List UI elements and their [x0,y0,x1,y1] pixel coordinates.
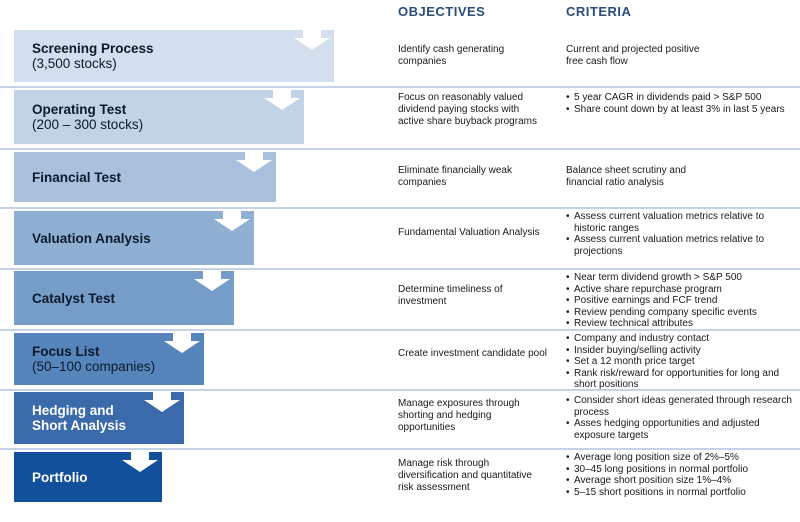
down-arrow-icon [194,271,230,291]
criteria-item: • Positive earnings and FCF trend [566,295,796,307]
stage-title: Financial Test [32,169,122,185]
criteria-header: CRITERIA [566,4,632,19]
criteria-cell [566,92,796,115]
stage-title: Operating Test [32,102,127,117]
criteria-item: • 5 year CAGR in dividends paid > S&P 500 [566,92,796,104]
criteria-item: • Asses hedging opportunities and adjusted exposure targets [566,418,796,441]
down-arrow-icon [294,30,330,50]
stage-title: Hedging and [32,403,114,418]
stage-subtitle: (3,500 stocks) [32,56,117,71]
down-arrow-icon [122,452,158,472]
criteria-item: • 5–15 short positions in normal portfolio [566,487,796,499]
criteria-cell [566,452,796,498]
down-arrow-icon [264,90,300,110]
criteria-item: • Company and industry contact [566,333,796,345]
stage-title: Catalyst Test [32,290,116,306]
criteria-item: • Share count down by at least 3% in last 5 years [566,104,796,116]
stage-title: Valuation Analysis [32,230,151,246]
objective-text: Eliminate financially weak companies [398,165,512,188]
criteria-item: • Near term dividend growth > S&P 500 [566,272,796,284]
criteria-cell [566,333,796,391]
criteria-item: • Average short position size 1%–4% [566,475,796,487]
criteria-item: • Set a 12 month price target [566,356,796,368]
objective-text: Manage exposures through shorting and hedging opportunities [398,398,520,433]
stage-title: Focus List [32,344,100,359]
criteria-list [566,92,796,115]
criteria-item: • Insider buying/selling activity [566,345,796,357]
criteria-text: Balance sheet scrutiny and financial ratio analysis [566,165,687,188]
criteria-cell [566,211,796,257]
criteria-item: • 30–45 long positions in normal portfolio [566,464,796,476]
down-arrow-icon [236,152,272,172]
objective-text: Identify cash generating companies [398,44,505,67]
criteria-list [566,452,796,498]
criteria-list [566,211,796,257]
criteria-cell [566,44,796,67]
row-divider [0,268,800,270]
criteria-item: • Average long position size of 2%–5% [566,452,796,464]
criteria-cell [566,272,796,330]
criteria-item: • Rank risk/reward for opportunities for long and short positions [566,368,796,391]
objective-text: Focus on reasonably valued dividend paying stocks with active share buyback programs [398,92,537,127]
row-divider [0,148,800,150]
criteria-item: • Active share repurchase program [566,284,796,296]
stage-box [14,90,304,144]
criteria-cell [566,395,796,441]
stage-box [14,30,334,82]
down-arrow-icon [214,211,250,231]
row-divider [0,86,800,88]
criteria-item: • Consider short ideas generated through research process [566,395,796,418]
stage-subtitle: (200 – 300 stocks) [32,117,144,132]
criteria-list [566,395,796,441]
objectives-header: OBJECTIVES [398,4,486,19]
down-arrow-icon [164,333,200,353]
criteria-item: • Assess current valuation metrics relative to projections [566,234,796,257]
criteria-list [566,272,796,330]
criteria-cell [566,165,796,188]
down-arrow-icon [144,392,180,412]
criteria-item: • Review technical attributes [566,318,796,330]
criteria-list [566,333,796,391]
stage-title: Portfolio [32,469,88,485]
row-divider [0,207,800,209]
objective-text: Manage risk through diversification and quantitative risk assessment [398,458,532,493]
stage-subtitle: Short Analysis [32,418,127,433]
stage-subtitle: (50–100 companies) [32,359,156,374]
criteria-text: Current and projected positive free cash flow [566,44,700,67]
objective-text: Fundamental Valuation Analysis [398,227,540,238]
objective-text: Determine timeliness of investment [398,284,503,307]
criteria-item: • Assess current valuation metrics relative to historic ranges [566,211,796,234]
criteria-item: • Review pending company specific events [566,307,796,319]
row-divider [0,448,800,450]
objective-text: Create investment candidate pool [398,348,547,359]
stage-title: Screening Process [32,41,154,56]
